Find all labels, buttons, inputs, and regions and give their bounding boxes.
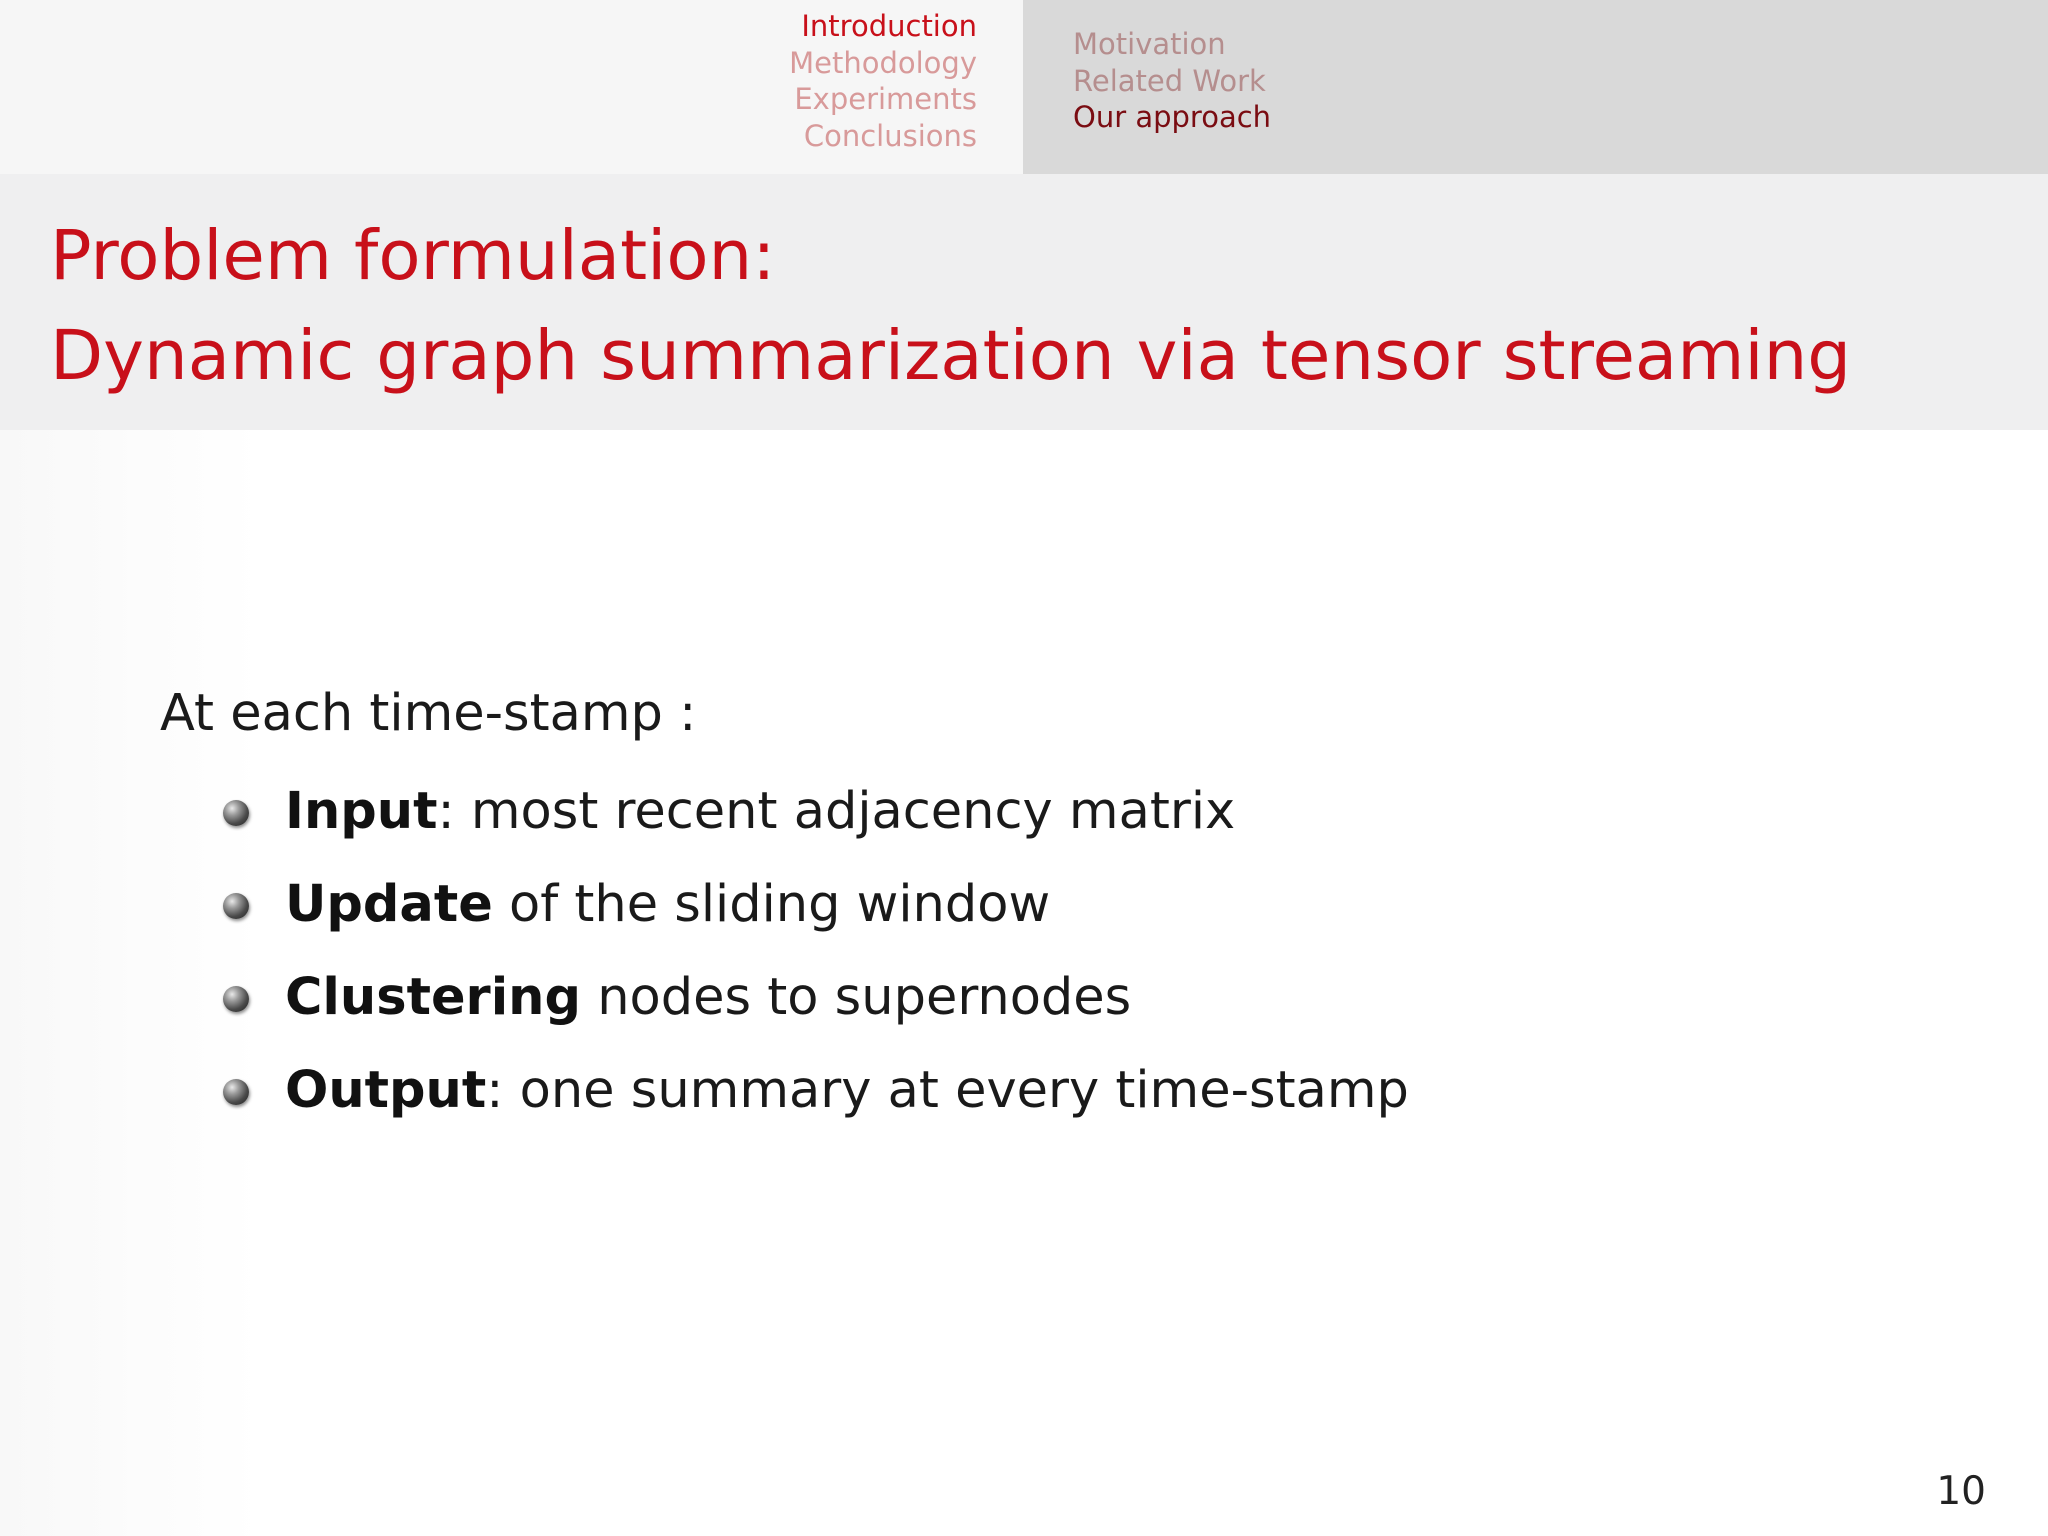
nav-section-experiments[interactable]: Experiments [794,82,977,116]
section-list [789,8,977,154]
bullet-text [285,871,1050,940]
bullet-ball-icon [223,986,249,1012]
nav-section-conclusions[interactable]: Conclusions [803,118,977,153]
bullet-text [285,1057,1409,1126]
bullet-term: Clustering [285,968,581,1027]
nav-subsection-our-approach[interactable]: Our approach [1073,100,1272,134]
bullet-description: nodes to supernodes [581,968,1132,1027]
subsection-list [1073,26,1271,136]
bullet-description: : most recent adjacency matrix [437,782,1236,841]
section-nav-panel [0,0,1023,174]
bullet-ball-icon [223,1079,249,1105]
nav-subsection-motivation[interactable]: Motivation [1073,27,1226,61]
slide-title-line-2: Dynamic graph summarization via tensor streaming [50,316,1852,396]
bullet-term: Update [285,875,493,934]
bullet-text [285,778,1235,847]
bullet-ball-icon [223,893,249,919]
slide-title-band [0,174,2048,430]
slide-title-line-1: Problem formulation: [50,216,776,296]
bullet-description: : one summary at every time-stamp [486,1061,1409,1120]
bullet-term: Input [285,782,438,841]
bullet-ball-icon [223,800,249,826]
bullet-description: of the sliding window [492,875,1051,934]
nav-section-introduction[interactable]: Introduction [801,9,977,43]
nav-section-methodology[interactable]: Methodology [789,45,977,80]
intro-text: At each time-stamp : [160,684,697,743]
navigation-header [0,0,2048,174]
page-number: 10 [1936,1469,1986,1514]
nav-subsection-related-work[interactable]: Related Work [1073,63,1266,98]
bullet-term: Output [285,1061,487,1120]
bullet-text [285,964,1131,1033]
subsection-nav-panel [1023,0,2048,174]
